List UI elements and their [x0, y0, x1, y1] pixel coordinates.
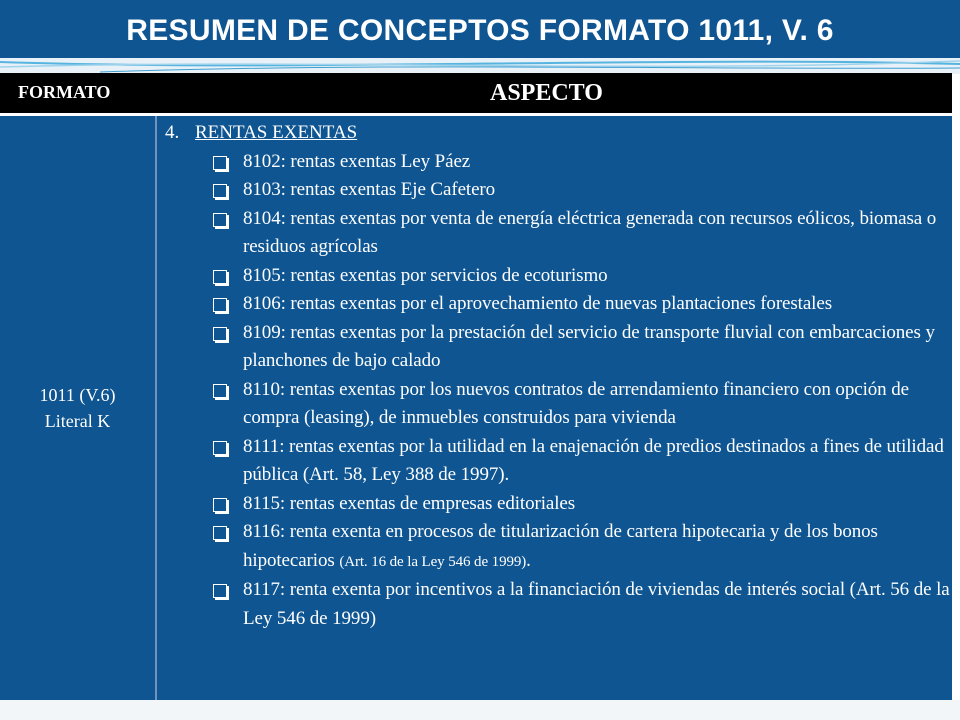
- section-heading: [165, 119, 950, 148]
- checkbox-bullet-icon: [213, 441, 227, 455]
- checkbox-bullet-icon: [213, 526, 227, 540]
- title-bar: [0, 0, 960, 62]
- list-item: [165, 433, 950, 490]
- section-number: 4.: [165, 122, 180, 143]
- concept-list: [165, 148, 950, 634]
- column-divider: [155, 116, 157, 700]
- list-item-text: 8115: rentas exentas de empresas editoriales: [243, 492, 576, 514]
- checkbox-bullet-icon: [213, 156, 227, 170]
- checkbox-bullet-icon: [213, 270, 227, 284]
- formato-line-1: 1011 (V.6): [39, 385, 116, 405]
- list-item: [165, 205, 950, 262]
- list-item: [165, 290, 950, 319]
- list-item-text: 8103: rentas exentas Eje Cafetero: [243, 179, 496, 200]
- list-item: [165, 148, 950, 177]
- list-item: [165, 518, 950, 576]
- list-item-text: 8111: rentas exentas por la utilidad en la enajenación de predios destinados a fines de utilidad pública (Art. 58, Ley 388 de 1997).: [243, 435, 944, 485]
- list-item: [165, 319, 950, 376]
- list-item: [165, 176, 950, 205]
- checkbox-bullet-icon: [213, 298, 227, 312]
- formato-cell: [0, 116, 155, 700]
- bottom-strip: [0, 700, 960, 720]
- list-item: [165, 262, 950, 291]
- list-item-text: 8116: renta exenta en procesos de titularización de cartera hipotecaria y de los bonos hipotecarios: [243, 521, 878, 571]
- section-title: RENTAS EXENTAS: [195, 122, 358, 143]
- list-item-citation: (Art. 16 de la Ley 546 de 1999): [339, 553, 527, 570]
- list-item-text: 8105: rentas exentas por servicios de ecoturismo: [243, 264, 608, 286]
- table-header-row: [0, 73, 952, 113]
- decorative-swoosh: [0, 58, 960, 74]
- checkbox-bullet-icon: [213, 327, 227, 341]
- list-item-text: 8109: rentas exentas por la prestación del servicio de transporte fluvial con embarcaciones y planchones de bajo calado: [243, 321, 935, 371]
- header-aspecto: ASPECTO: [490, 80, 603, 106]
- header-formato: FORMATO: [18, 82, 111, 102]
- checkbox-bullet-icon: [213, 384, 227, 398]
- list-item-text: 8102: rentas exentas Ley Páez: [243, 150, 471, 172]
- slide-title: RESUMEN DE CONCEPTOS FORMATO 1011, V. 6: [126, 14, 834, 47]
- list-item-tail: .: [526, 549, 531, 571]
- checkbox-bullet-icon: [213, 498, 227, 512]
- list-item-text: 8117: renta exenta por incentivos a la financiación de viviendas de interés social (Art. 56 de la Ley 546 de 1999): [243, 579, 950, 629]
- list-item: [165, 376, 950, 433]
- checkbox-bullet-icon: [213, 184, 227, 198]
- formato-line-2: Literal K: [44, 411, 111, 431]
- list-item-text: 8110: rentas exentas por los nuevos contratos de arrendamiento financiero con opción de compra (leasing), de inmuebles construidos para vivienda: [243, 378, 909, 428]
- list-item-text: 8104: rentas exentas por venta de energía eléctrica generada con recursos eólicos, biomasa o residuos agrícolas: [243, 207, 937, 257]
- list-item-text: 8106: rentas exentas por el aprovechamiento de nuevas plantaciones forestales: [243, 293, 832, 314]
- checkbox-bullet-icon: [213, 584, 227, 598]
- aspect-list: [165, 119, 950, 633]
- list-item: [165, 490, 950, 519]
- list-item: [165, 576, 950, 633]
- checkbox-bullet-icon: [213, 213, 227, 227]
